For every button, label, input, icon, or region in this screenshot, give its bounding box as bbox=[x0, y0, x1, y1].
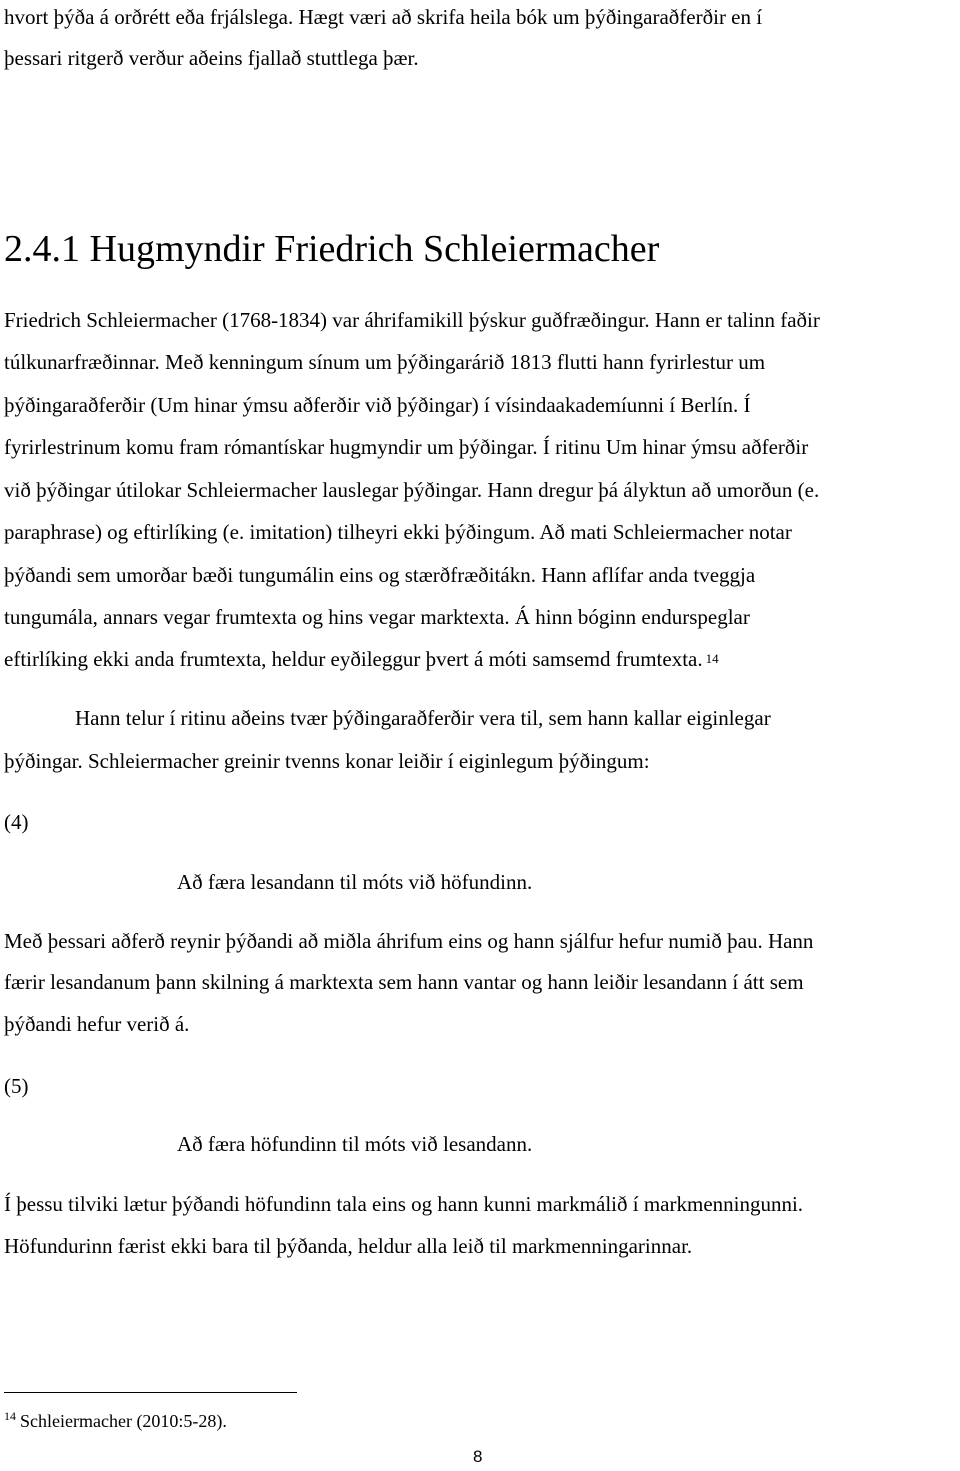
body-text-line-with-ref bbox=[4, 646, 719, 678]
body-text-line: færir lesandanum þann skilning á marktexta sem hann vantar og hann leiðir lesandann í átt sem bbox=[4, 970, 804, 994]
body-text-line: paraphrase) og eftirlíking (e. imitation) tilheyri ekki þýðingum. Að mati Schleiermacher notar bbox=[4, 520, 792, 544]
example-number: (4) bbox=[4, 810, 29, 834]
footnote-reference: 14 bbox=[705, 651, 719, 666]
body-text-line: hvort þýða á orðrétt eða frjálslega. Hægt væri að skrifa heila bók um þýðingaraðferðir en í bbox=[4, 5, 763, 29]
body-text-line: Í þessu tilviki lætur þýðandi höfundinn tala eins og hann kunni markmálið í markmenningunni. bbox=[4, 1192, 804, 1216]
body-text-line: þýðingar. Schleiermacher greinir tvenns konar leiðir í eiginlegum þýðingum: bbox=[4, 749, 650, 773]
example-text: Að færa höfundinn til móts við lesandann. bbox=[177, 1132, 533, 1156]
body-text-line: þessari ritgerð verður aðeins fjallað stuttlega þær. bbox=[4, 46, 419, 70]
body-text-line: þýðandi hefur verið á. bbox=[4, 1012, 190, 1036]
body-text-line: fyrirlestrinum komu fram rómantískar hugmyndir um þýðingar. Í ritinu Um hinar ýmsu aðferðir bbox=[4, 435, 809, 459]
body-text-line: þýðandi sem umorðar bæði tungumálin eins og stærðfræðitákn. Hann aflífar anda tveggja bbox=[4, 563, 756, 587]
body-text-line: tungumála, annars vegar frumtexta og hins vegar marktexta. Á hinn bóginn endurspeglar bbox=[4, 605, 750, 629]
footnote-text: Schleiermacher (2010:5-28). bbox=[20, 1411, 227, 1431]
body-text-line: Friedrich Schleiermacher (1768-1834) var áhrifamikill þýskur guðfræðingur. Hann er talinn faðir bbox=[4, 308, 820, 332]
page-number: 8 bbox=[473, 1447, 483, 1466]
body-text-line: þýðingaraðferðir (Um hinar ýmsu aðferðir við þýðingar) í vísindaakademíunni í Berlín. Í bbox=[4, 393, 751, 417]
body-text-line: við þýðingar útilokar Schleiermacher lauslegar þýðingar. Hann dregur þá ályktun að umorðun (e. bbox=[4, 478, 820, 502]
body-text-line: Höfundurinn færist ekki bara til þýðanda, heldur alla leið til markmenningarinnar. bbox=[4, 1234, 693, 1258]
body-text-line: túlkunarfræðinnar. Með kenningum sínum um þýðingarárið 1813 flutti hann fyrirlestur um bbox=[4, 350, 766, 374]
footnote-separator bbox=[4, 1392, 297, 1393]
section-heading: 2.4.1 Hugmyndir Friedrich Schleiermacher bbox=[4, 228, 660, 270]
example-number: (5) bbox=[4, 1074, 29, 1098]
example-text: Að færa lesandann til móts við höfundinn. bbox=[177, 870, 533, 894]
body-text-line: Með þessari aðferð reynir þýðandi að miðla áhrifum eins og hann sjálfur hefur numið þau. Hann bbox=[4, 929, 814, 953]
body-text-line: eftirlíking ekki anda frumtexta, heldur eyðileggur þvert á móti samsemd frumtexta. bbox=[4, 647, 703, 671]
body-text-line: Hann telur í ritinu aðeins tvær þýðingaraðferðir vera til, sem hann kallar eiginlegar bbox=[75, 706, 771, 730]
footnote bbox=[4, 1404, 227, 1433]
footnote-mark: 14 bbox=[4, 1409, 16, 1423]
